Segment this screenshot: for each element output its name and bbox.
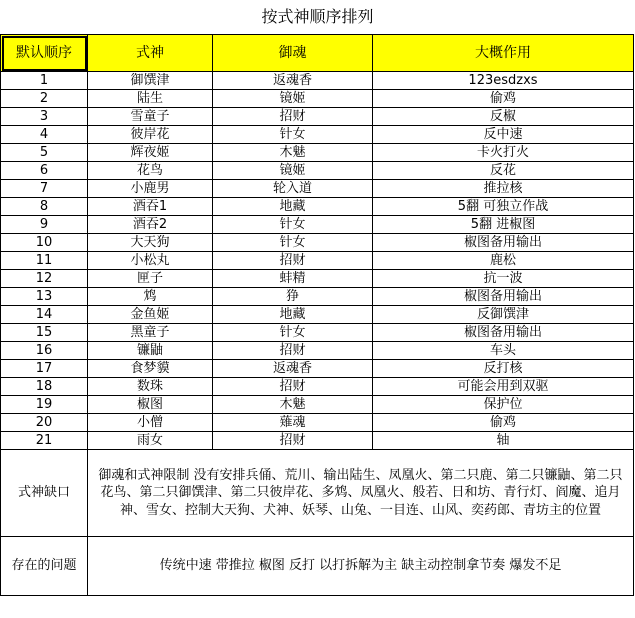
- table-row: [1, 360, 634, 378]
- cell-soul[interactable]: 木魅: [213, 396, 373, 414]
- table-row: [1, 378, 634, 396]
- sheet-title: 按式神顺序排列: [261, 7, 374, 26]
- cell-usage[interactable]: 鹿松: [373, 252, 634, 270]
- cell-soul[interactable]: 针女: [213, 126, 373, 144]
- cell-usage[interactable]: 偷鸡: [373, 90, 634, 108]
- cell-shikigami[interactable]: 金鱼姬: [88, 306, 213, 324]
- cell-soul[interactable]: 薙魂: [213, 414, 373, 432]
- issues-row: [1, 537, 634, 596]
- issues-label[interactable]: 存在的问题: [1, 537, 88, 596]
- cell-order[interactable]: 6: [1, 162, 88, 180]
- cell-shikigami[interactable]: 花鸟: [88, 162, 213, 180]
- lineup-table: [0, 34, 634, 596]
- cell-order[interactable]: 1: [1, 72, 88, 90]
- cell-order[interactable]: 2: [1, 90, 88, 108]
- cell-order[interactable]: 14: [1, 306, 88, 324]
- table-row: [1, 126, 634, 144]
- cell-shikigami[interactable]: 黑童子: [88, 324, 213, 342]
- limits-text[interactable]: 御魂和式神限制 没有安排兵俑、荒川、输出陆生、凤凰火、第二只鹿、第二只镰鼬、第二只花鸟、第二只御馔津、第二只彼岸花、多鸩、凤凰火、般若、日和坊、青行灯、阎魔、追月神、雪女、控制大天狗、犬神、妖琴、山兔、一目连、山风、奕药郎、青坊主的位置: [88, 450, 634, 537]
- cell-usage[interactable]: 偷鸡: [373, 414, 634, 432]
- cell-order[interactable]: 20: [1, 414, 88, 432]
- cell-shikigami[interactable]: 数珠: [88, 378, 213, 396]
- cell-order[interactable]: 9: [1, 216, 88, 234]
- cell-usage[interactable]: 反花: [373, 162, 634, 180]
- cell-order[interactable]: 12: [1, 270, 88, 288]
- cell-usage[interactable]: 5翻 可独立作战: [373, 198, 634, 216]
- limits-row: [1, 450, 634, 537]
- cell-usage[interactable]: 抗一波: [373, 270, 634, 288]
- header-usage[interactable]: 大概作用: [373, 35, 634, 72]
- cell-usage[interactable]: 保护位: [373, 396, 634, 414]
- cell-shikigami[interactable]: 匣子: [88, 270, 213, 288]
- cell-soul[interactable]: 木魅: [213, 144, 373, 162]
- cell-shikigami[interactable]: 辉夜姬: [88, 144, 213, 162]
- cell-shikigami[interactable]: 镰鼬: [88, 342, 213, 360]
- cell-usage[interactable]: 车头: [373, 342, 634, 360]
- header-soul[interactable]: 御魂: [213, 35, 373, 72]
- cell-order[interactable]: 19: [1, 396, 88, 414]
- cell-shikigami[interactable]: 鸩: [88, 288, 213, 306]
- cell-order[interactable]: 18: [1, 378, 88, 396]
- cell-shikigami[interactable]: 雪童子: [88, 108, 213, 126]
- cell-usage[interactable]: 可能会用到双驱: [373, 378, 634, 396]
- cell-usage[interactable]: 卡火打火: [373, 144, 634, 162]
- table-row: [1, 162, 634, 180]
- cell-soul[interactable]: 镜姬: [213, 90, 373, 108]
- table-row: [1, 108, 634, 126]
- cell-soul[interactable]: 招财: [213, 252, 373, 270]
- cell-order[interactable]: 7: [1, 180, 88, 198]
- cell-shikigami[interactable]: 酒吞2: [88, 216, 213, 234]
- cell-soul[interactable]: 镜姬: [213, 162, 373, 180]
- cell-soul[interactable]: 狰: [213, 288, 373, 306]
- table-row: [1, 180, 634, 198]
- cell-shikigami[interactable]: 椒图: [88, 396, 213, 414]
- cell-order[interactable]: 3: [1, 108, 88, 126]
- cell-order[interactable]: 4: [1, 126, 88, 144]
- cell-usage[interactable]: 推拉核: [373, 180, 634, 198]
- cell-soul[interactable]: 轮入道: [213, 180, 373, 198]
- issues-text[interactable]: 传统中速 带推拉 椒图 反打 以打拆解为主 缺主动控制拿节奏 爆发不足: [88, 537, 634, 596]
- cell-soul[interactable]: 地藏: [213, 198, 373, 216]
- cell-shikigami[interactable]: 彼岸花: [88, 126, 213, 144]
- cell-soul[interactable]: 招财: [213, 342, 373, 360]
- cell-soul[interactable]: 针女: [213, 234, 373, 252]
- table-row: [1, 90, 634, 108]
- cell-soul[interactable]: 招财: [213, 108, 373, 126]
- table-row: [1, 342, 634, 360]
- cell-usage[interactable]: 椒图备用输出: [373, 288, 634, 306]
- header-row: [1, 35, 634, 72]
- cell-order[interactable]: 21: [1, 432, 88, 450]
- cell-shikigami[interactable]: 御馔津: [88, 72, 213, 90]
- cell-order[interactable]: 11: [1, 252, 88, 270]
- cell-order[interactable]: 17: [1, 360, 88, 378]
- table-row: [1, 72, 634, 90]
- cell-usage[interactable]: 轴: [373, 432, 634, 450]
- header-shikigami[interactable]: 式神: [88, 35, 213, 72]
- cell-usage[interactable]: 反打核: [373, 360, 634, 378]
- cell-soul[interactable]: 返魂香: [213, 72, 373, 90]
- cell-usage[interactable]: 反椒: [373, 108, 634, 126]
- cell-shikigami[interactable]: 雨女: [88, 432, 213, 450]
- cell-order[interactable]: 15: [1, 324, 88, 342]
- table-row: [1, 144, 634, 162]
- cell-order[interactable]: 16: [1, 342, 88, 360]
- cell-order[interactable]: 5: [1, 144, 88, 162]
- table-row: [1, 396, 634, 414]
- table-row: [1, 414, 634, 432]
- cell-shikigami[interactable]: 食梦貘: [88, 360, 213, 378]
- limits-label[interactable]: 式神缺口: [1, 450, 88, 537]
- cell-order[interactable]: 10: [1, 234, 88, 252]
- cell-shikigami[interactable]: 陆生: [88, 90, 213, 108]
- cell-soul[interactable]: 地藏: [213, 306, 373, 324]
- cell-soul[interactable]: 返魂香: [213, 360, 373, 378]
- cell-soul[interactable]: 蚌精: [213, 270, 373, 288]
- cell-soul[interactable]: 针女: [213, 324, 373, 342]
- cell-usage[interactable]: 123esdzxs: [373, 72, 634, 90]
- table-row: [1, 216, 634, 234]
- cell-shikigami[interactable]: 小僧: [88, 414, 213, 432]
- cell-soul[interactable]: 招财: [213, 378, 373, 396]
- cell-soul[interactable]: 招财: [213, 432, 373, 450]
- table-row: [1, 288, 634, 306]
- cell-usage[interactable]: 反御馔津: [373, 306, 634, 324]
- table-row: [1, 324, 634, 342]
- cell-shikigami[interactable]: 酒吞1: [88, 198, 213, 216]
- cell-shikigami[interactable]: 小鹿男: [88, 180, 213, 198]
- header-order[interactable]: 默认顺序: [1, 35, 88, 72]
- table-row: [1, 252, 634, 270]
- table-row: [1, 306, 634, 324]
- cell-soul[interactable]: 针女: [213, 216, 373, 234]
- table-row: [1, 198, 634, 216]
- cell-order[interactable]: 13: [1, 288, 88, 306]
- cell-usage[interactable]: 反中速: [373, 126, 634, 144]
- cell-usage[interactable]: 椒图备用输出: [373, 234, 634, 252]
- cell-usage[interactable]: 椒图备用输出: [373, 324, 634, 342]
- table-row: [1, 432, 634, 450]
- cell-order[interactable]: 8: [1, 198, 88, 216]
- cell-usage[interactable]: 5翻 进椒图: [373, 216, 634, 234]
- table-row: [1, 270, 634, 288]
- cell-shikigami[interactable]: 大天狗: [88, 234, 213, 252]
- table-row: [1, 234, 634, 252]
- cell-shikigami[interactable]: 小松丸: [88, 252, 213, 270]
